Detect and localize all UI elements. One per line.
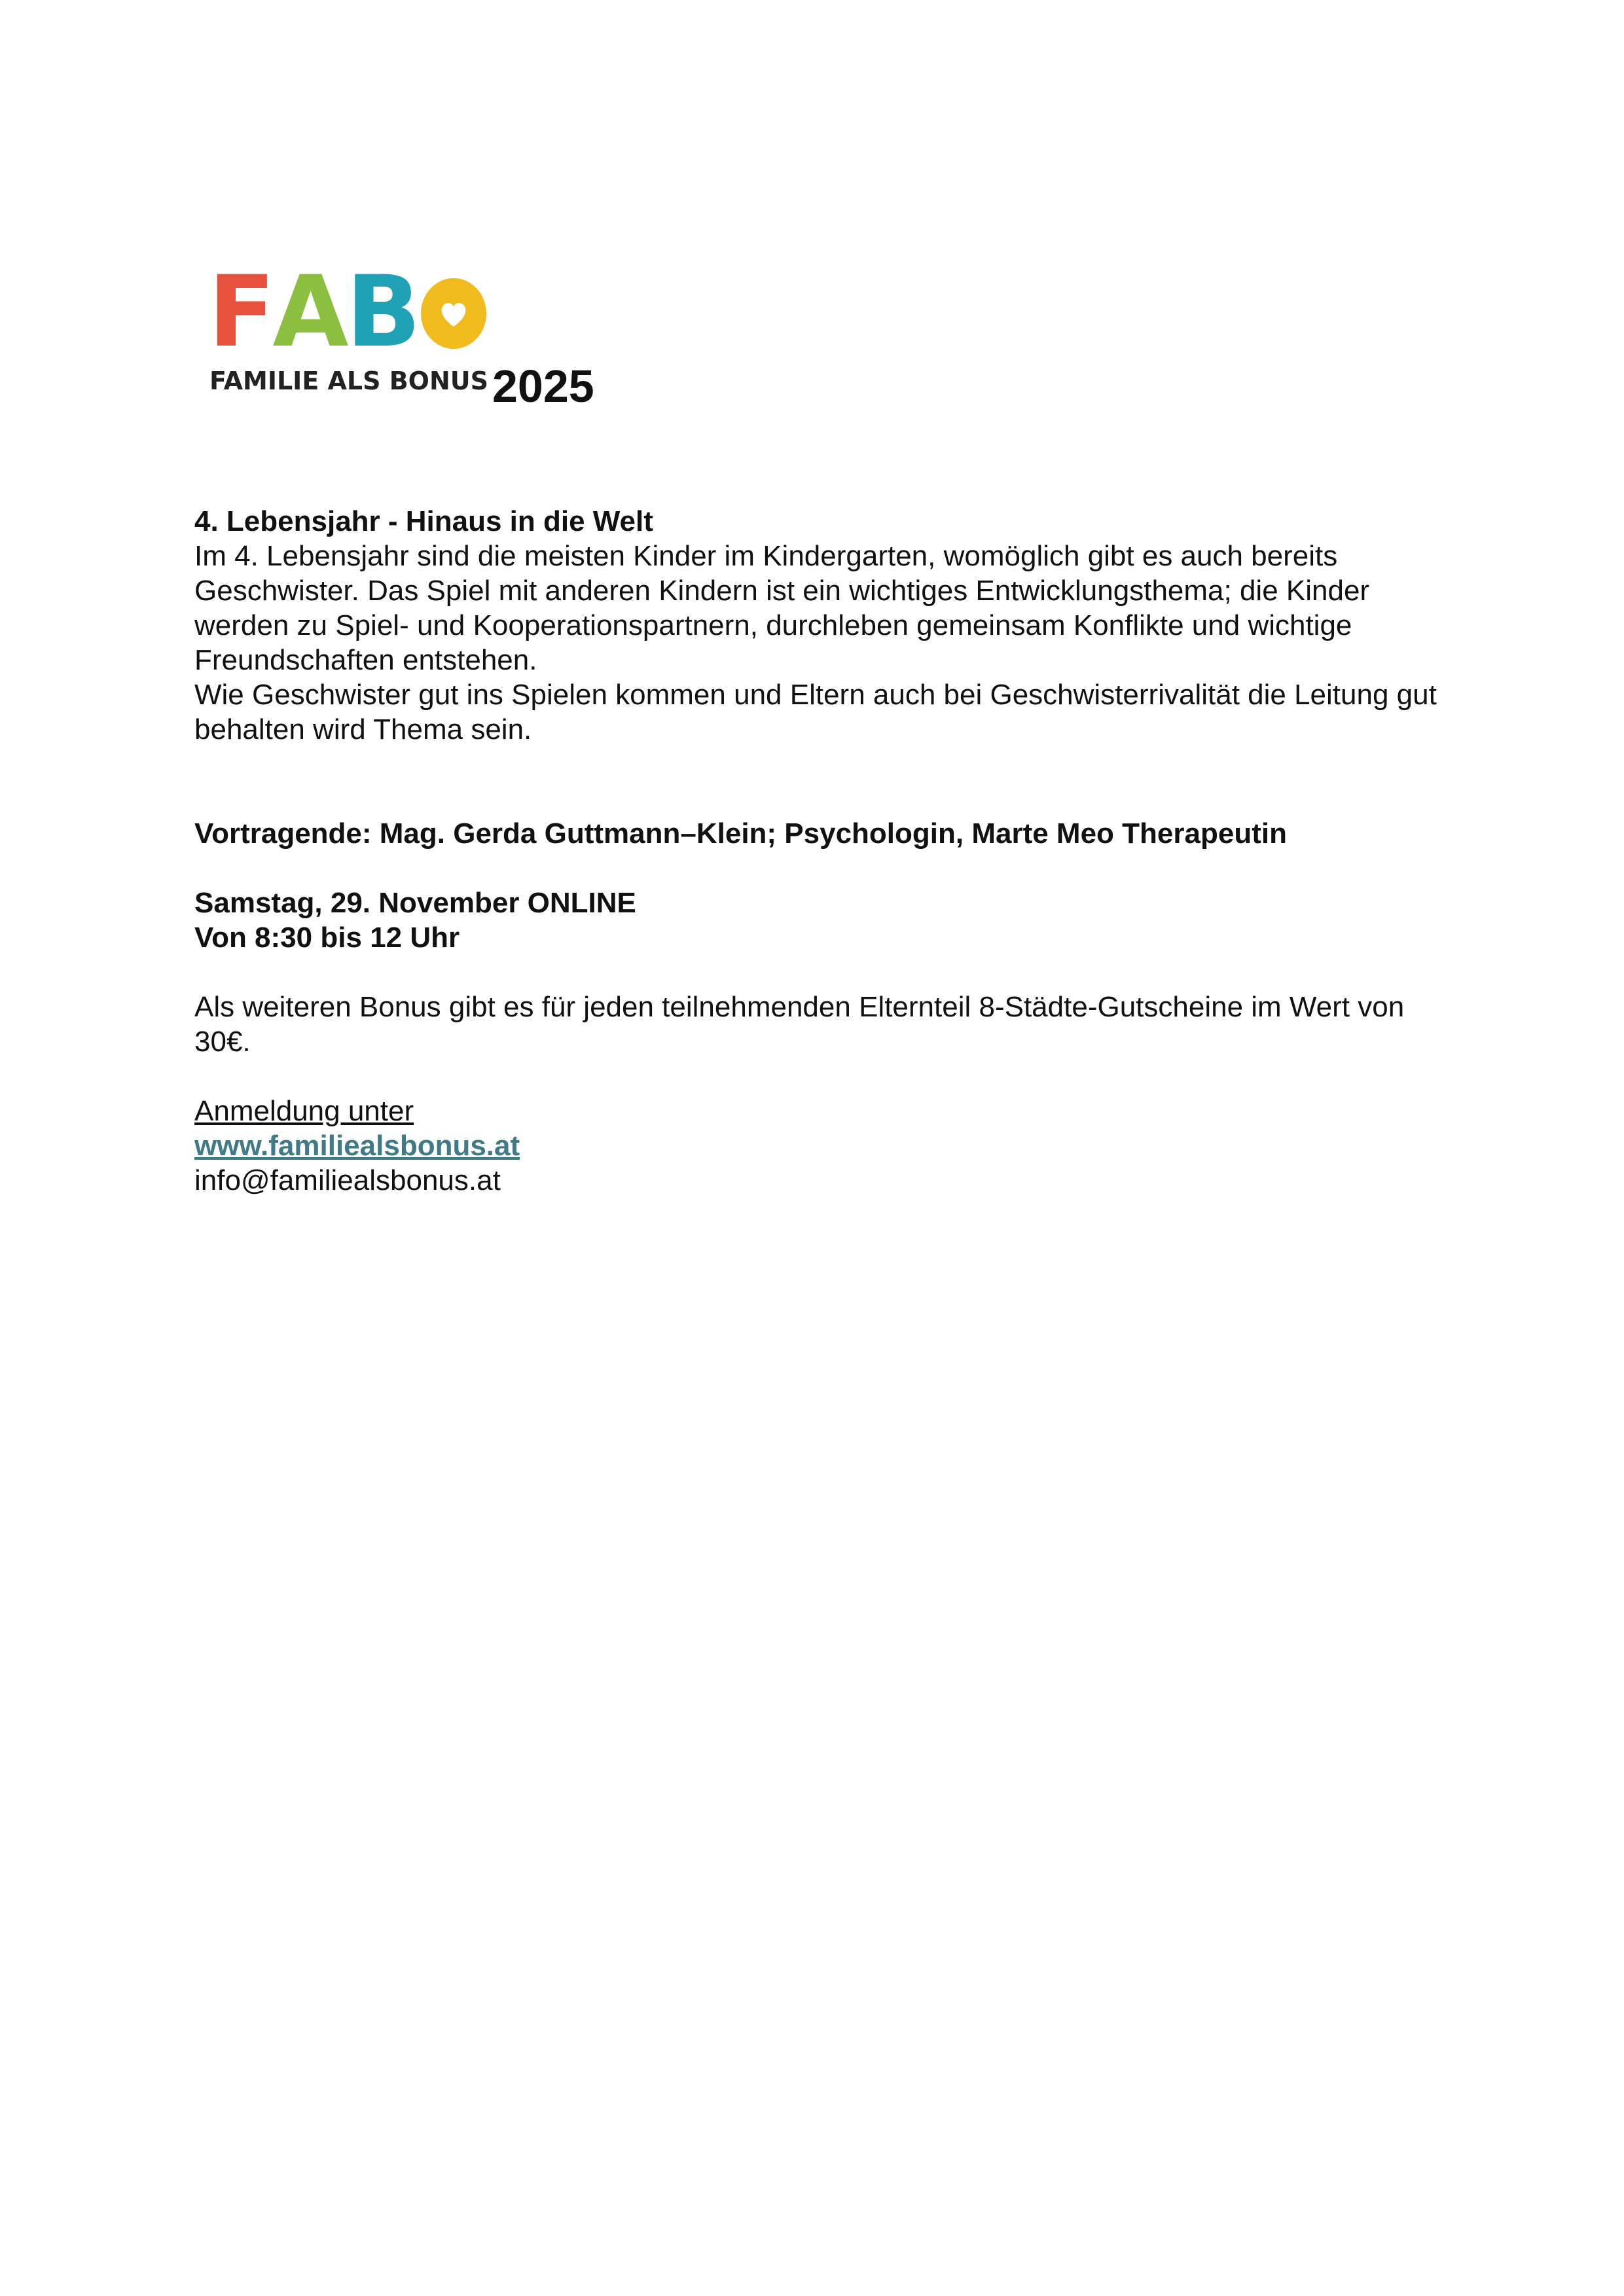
article — [194, 504, 1458, 1198]
speaker-line: Vortragende: Mag. Gerda Guttmann–Klein; Psychologin, Marte Meo Therapeutin — [194, 817, 1287, 850]
registration-label: Anmeldung unter — [194, 1095, 414, 1127]
logo-tagline: FAMILIE ALS BONUS — [209, 367, 489, 395]
logo-letter-a: A — [272, 255, 346, 369]
bonus-text: Als weiteren Bonus gibt es für jeden teilnehmenden Elternteil 8-Städte-Gutscheine im Wert von 30€. — [194, 991, 1405, 1058]
event-time: Von 8:30 bis 12 Uhr — [194, 922, 460, 954]
fabo-logo — [208, 255, 489, 399]
event-date: Samstag, 29. November ONLINE — [194, 887, 636, 919]
email-address: info@familiealsbonus.at — [194, 1164, 501, 1196]
logo-letter-b: B — [346, 255, 418, 369]
article-paragraph: Im 4. Lebensjahr sind die meisten Kinder im Kindergarten, womöglich gibt es auch bereits Geschwister. Das Spiel mit anderen Kindern ist ein wichtiges Entwicklungsthema; die Kinder werden zu Spiel- und Kooperationspartnern, durchleben gemeinsam Konflikte und wichtige Freundschaften entstehen. — [194, 540, 1370, 676]
heart-o-icon — [421, 278, 486, 349]
article-paragraph: Wie Geschwister gut ins Spielen kommen und Eltern auch bei Geschwisterrivalität die Leitung gut behalten wird Thema sein. — [194, 679, 1437, 745]
logo-wordmark — [208, 255, 486, 369]
article-heading: 4. Lebensjahr - Hinaus in die Welt — [194, 505, 653, 537]
logo-letter-o-heart — [421, 278, 486, 349]
logo-letter-f: F — [208, 255, 273, 369]
year-label: 2025 — [492, 361, 594, 412]
website-link[interactable]: www.familiealsbonus.at — [194, 1130, 520, 1162]
